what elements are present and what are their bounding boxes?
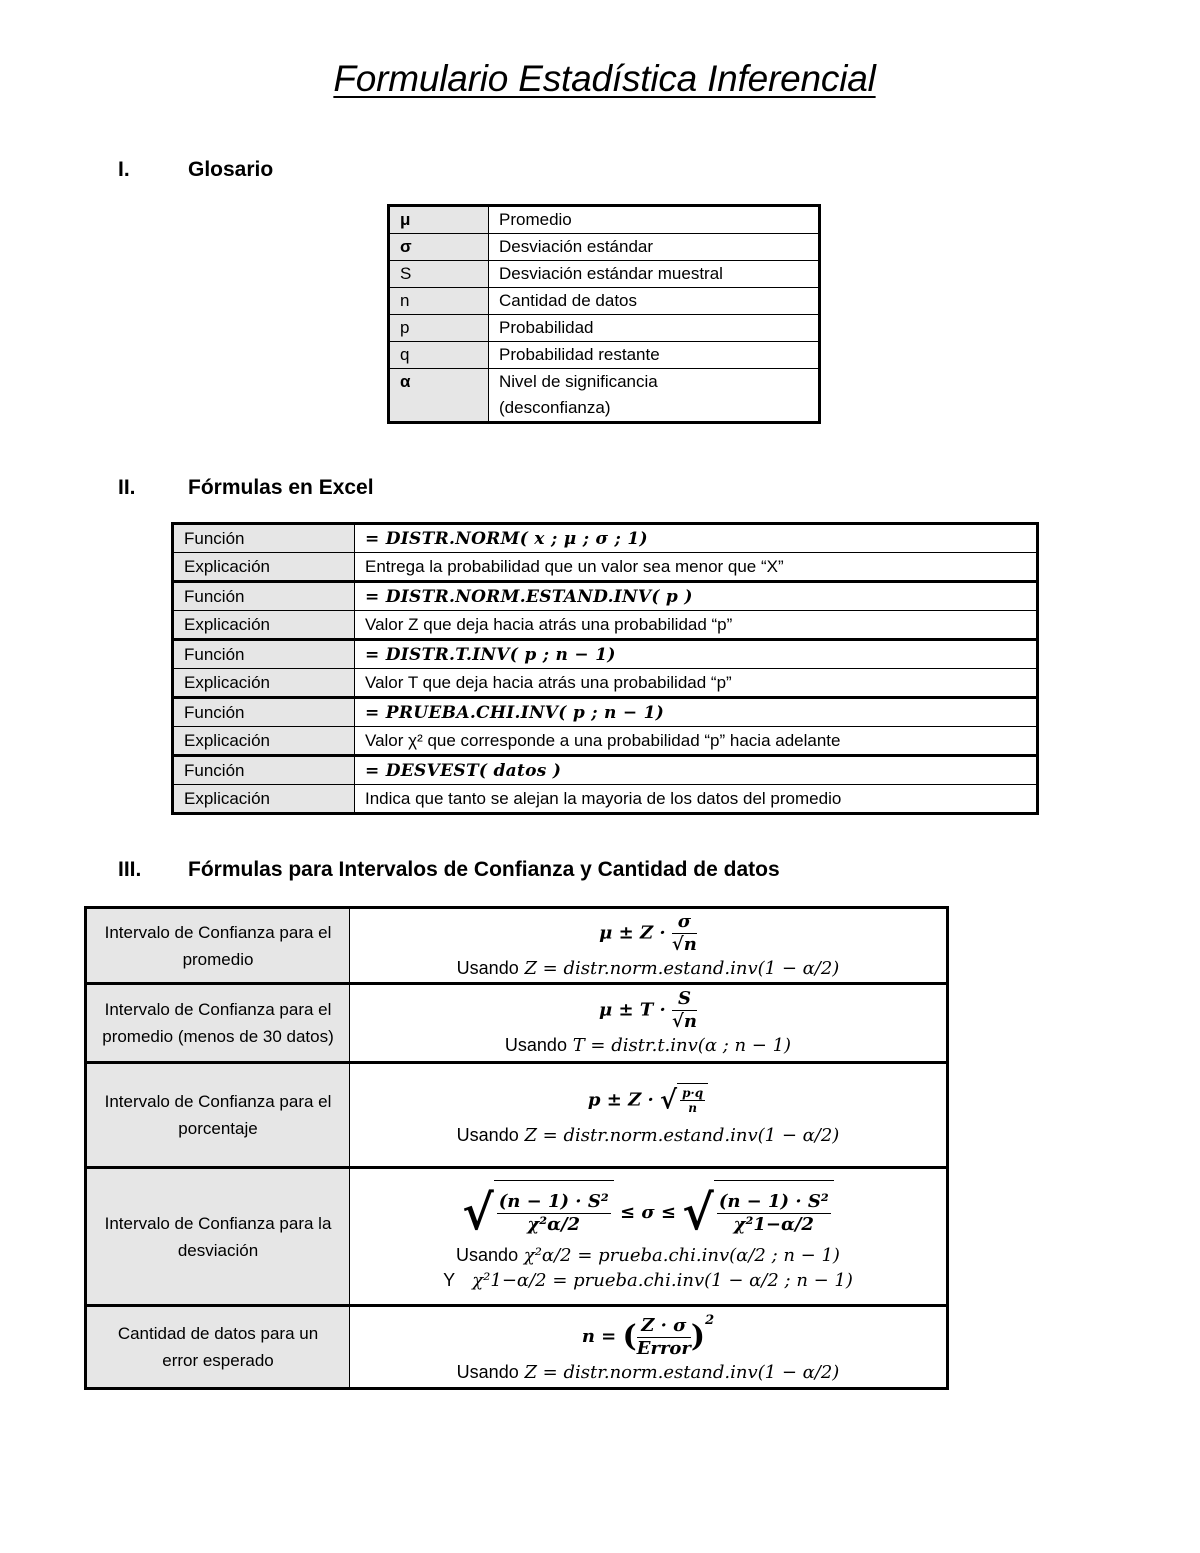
fraction <box>637 1315 691 1360</box>
row-label: Explicación <box>173 611 355 640</box>
interval-label: Intervalo de Confianza para el promedio <box>86 908 350 984</box>
interval-label: Intervalo de Confianza para el promedio (menos de 30 datos) <box>86 984 350 1063</box>
section-number: III. <box>118 858 142 881</box>
excel-formula: = DISTR.T.INV( p ; n − 1) <box>355 640 1038 669</box>
document-title: Formulario Estadística Inferencial <box>333 58 876 99</box>
fraction <box>680 1086 705 1115</box>
interval-formula <box>350 1306 948 1389</box>
excel-function-row <box>173 524 1038 553</box>
fraction <box>672 988 697 1033</box>
confidence-intervals-table <box>84 906 949 1390</box>
fraction-denominator: Error <box>636 1337 691 1359</box>
glossary-symbol: q <box>389 342 489 369</box>
using-expression: T = distr.t.inv(α ; n − 1) <box>572 1035 792 1056</box>
glossary-row <box>389 315 820 342</box>
fraction-numerator: (n − 1) · S² <box>718 1190 829 1212</box>
using-label: Usando <box>504 1035 567 1055</box>
interval-formula <box>350 1063 948 1168</box>
excel-function-row <box>173 756 1038 785</box>
section-title: Fórmulas en Excel <box>188 476 374 499</box>
section-number: I. <box>118 158 130 181</box>
formula-using <box>350 1243 946 1268</box>
interval-label: Intervalo de Confianza para la desviación <box>86 1168 350 1306</box>
excel-explanation-row <box>173 669 1038 698</box>
excel-explanation: Valor Z que deja hacia atrás una probabilidad “p” <box>355 611 1038 640</box>
formula-main <box>350 1180 946 1243</box>
glossary-symbol: μ <box>389 206 489 234</box>
interval-formula <box>350 984 948 1063</box>
interval-label: Intervalo de Confianza para el porcentaje <box>86 1063 350 1168</box>
radicand <box>714 1180 834 1243</box>
formula-main <box>350 911 946 956</box>
glossary-table <box>387 204 821 424</box>
square-root-icon: √ <box>660 1085 678 1115</box>
fraction <box>497 1191 611 1236</box>
glossary-description: Desviación estándar muestral <box>489 261 820 288</box>
formula-using <box>350 956 946 981</box>
excel-explanation-row <box>173 611 1038 640</box>
interval-row <box>86 984 948 1063</box>
interval-row <box>86 908 948 984</box>
excel-formula: = DISTR.NORM.ESTAND.INV( p ) <box>355 582 1038 611</box>
glossary-symbol: α <box>389 369 489 423</box>
fraction-numerator: Z · σ <box>637 1315 691 1338</box>
row-label: Explicación <box>173 727 355 756</box>
using-label: Usando <box>456 1361 519 1382</box>
excel-explanation-row <box>173 553 1038 582</box>
using-expression: Z = distr.norm.estand.inv(1 − α/2) <box>524 1124 840 1146</box>
interval-row <box>86 1168 948 1306</box>
formula-lead: p ± Z · <box>587 1089 654 1110</box>
fraction <box>672 911 697 956</box>
radicand <box>677 1083 708 1115</box>
using-expression: χ²α/2 = prueba.chi.inv(α/2 ; n − 1) <box>523 1245 840 1266</box>
interval-row <box>86 1063 948 1168</box>
row-label: Explicación <box>173 669 355 698</box>
row-label: Función <box>173 640 355 669</box>
and-expression: χ²1−α/2 = prueba.chi.inv(1 − α/2 ; n − 1) <box>472 1270 853 1291</box>
fraction-denominator: χ²1−α/2 <box>733 1213 814 1235</box>
interval-label: Cantidad de datos para un error esperado <box>86 1306 350 1389</box>
fraction-denominator: √n <box>671 933 697 955</box>
glossary-description-line: (desconfianza) <box>499 398 611 417</box>
fraction-denominator: χ²α/2 <box>527 1213 581 1235</box>
row-label: Función <box>173 582 355 611</box>
and-label: Y <box>443 1270 456 1290</box>
excel-function-row <box>173 640 1038 669</box>
section-title: Glosario <box>188 158 274 181</box>
glossary-description-line: Nivel de significancia <box>499 372 658 391</box>
formula-main <box>350 988 946 1033</box>
right-paren: ) <box>690 1319 706 1355</box>
glossary-description: Probabilidad restante <box>489 342 820 369</box>
excel-explanation: Valor T que deja hacia atrás una probabilidad “p” <box>355 669 1038 698</box>
excel-formula: = PRUEBA.CHI.INV( p ; n − 1) <box>355 698 1038 727</box>
glossary-row <box>389 342 820 369</box>
left-paren: ( <box>622 1319 637 1355</box>
excel-formulas-table <box>171 522 1039 815</box>
excel-explanation-row <box>173 785 1038 814</box>
glossary-symbol: S <box>389 261 489 288</box>
glossary-row <box>389 288 820 315</box>
row-label: Función <box>173 756 355 785</box>
glossary-description: Promedio <box>489 206 820 234</box>
interval-formula <box>350 908 948 984</box>
using-label: Usando <box>456 1124 519 1145</box>
excel-formula: = DESVEST( datos ) <box>355 756 1038 785</box>
section-title: Fórmulas para Intervalos de Confianza y Cantidad de datos <box>188 858 780 881</box>
radicand <box>494 1180 614 1243</box>
glossary-symbol: σ <box>389 234 489 261</box>
glossary-description: Desviación estándar <box>489 234 820 261</box>
excel-formula: = DISTR.NORM( x ; μ ; σ ; 1) <box>355 524 1038 553</box>
exponent: 2 <box>705 1313 715 1329</box>
formula-using <box>350 1360 946 1385</box>
glossary-row <box>389 369 820 423</box>
section-number: II. <box>118 476 136 499</box>
formula-main <box>350 1309 946 1360</box>
formula-lead: n = <box>581 1326 617 1348</box>
row-label: Explicación <box>173 553 355 582</box>
excel-explanation: Entrega la probabilidad que un valor sea menor que “X” <box>355 553 1038 582</box>
excel-function-row <box>173 698 1038 727</box>
glossary-row <box>389 261 820 288</box>
row-label: Función <box>173 698 355 727</box>
glossary-description: Probabilidad <box>489 315 820 342</box>
glossary-description: Cantidad de datos <box>489 288 820 315</box>
interval-row <box>86 1306 948 1389</box>
fraction-numerator: p·q <box>682 1085 704 1100</box>
fraction-numerator: σ <box>672 911 697 934</box>
excel-explanation-row <box>173 727 1038 756</box>
using-expression: Z = distr.norm.estand.inv(1 − α/2) <box>524 957 840 979</box>
excel-explanation: Valor χ² que corresponde a una probabilidad “p” hacia adelante <box>355 727 1038 756</box>
fraction <box>717 1191 831 1236</box>
using-label: Usando <box>456 957 519 978</box>
glossary-row <box>389 206 820 234</box>
glossary-symbol: p <box>389 315 489 342</box>
row-label: Explicación <box>173 785 355 814</box>
glossary-symbol: n <box>389 288 489 315</box>
using-expression: Z = distr.norm.estand.inv(1 − α/2) <box>524 1361 840 1383</box>
glossary-row <box>389 234 820 261</box>
fraction-numerator: S <box>672 988 697 1011</box>
excel-function-row <box>173 582 1038 611</box>
row-label: Función <box>173 524 355 553</box>
formula-lead: μ ± Z · <box>599 922 666 943</box>
square-root-icon: √ <box>462 1185 494 1241</box>
square-root-icon: √ <box>682 1185 714 1241</box>
formula-using <box>350 1123 946 1148</box>
using-label: Usando <box>456 1245 519 1265</box>
formula-lead: μ ± T · <box>599 999 666 1021</box>
formula-and <box>350 1268 946 1293</box>
excel-explanation: Indica que tanto se alejan la mayoria de los datos del promedio <box>355 785 1038 814</box>
glossary-description <box>489 369 820 423</box>
fraction-denominator: n <box>688 1100 697 1115</box>
inequality: ≤ σ ≤ <box>620 1202 676 1223</box>
formula-using <box>350 1033 946 1058</box>
formula-main <box>350 1083 946 1115</box>
fraction-numerator: (n − 1) · S² <box>498 1190 609 1212</box>
fraction-denominator: √n <box>672 1011 697 1032</box>
interval-formula <box>350 1168 948 1306</box>
